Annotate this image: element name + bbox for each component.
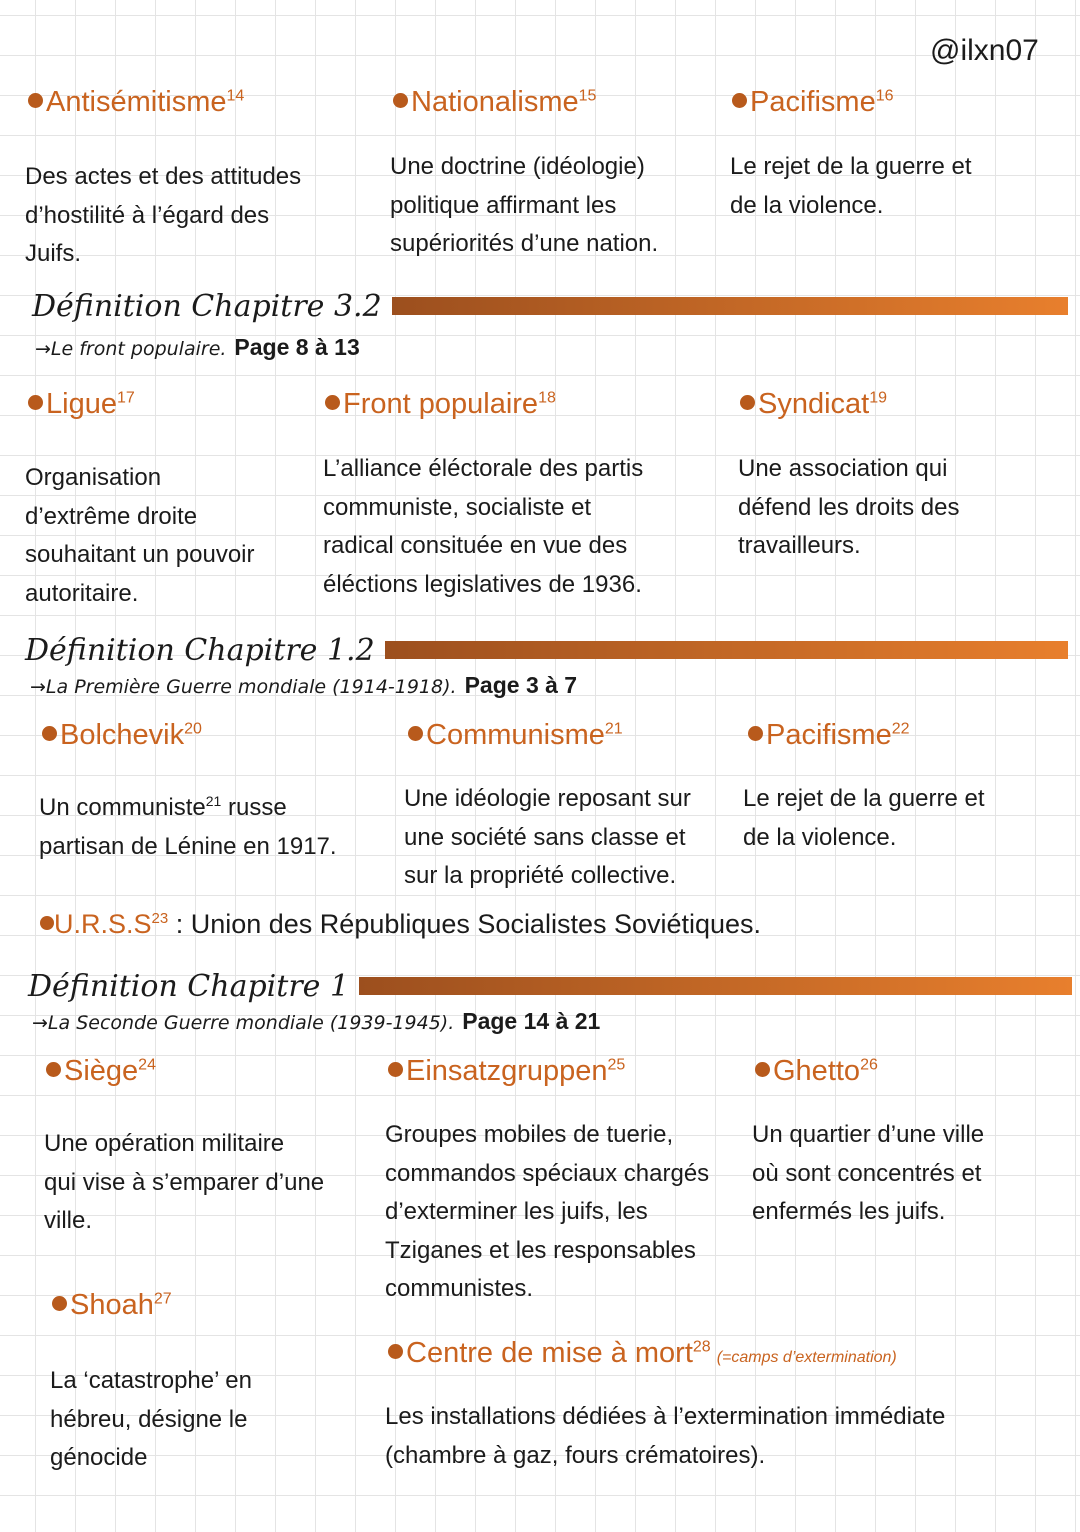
footnote-number: 16 [875, 87, 894, 105]
bullet-icon [755, 1062, 770, 1077]
chapter-header-row [32, 286, 1068, 326]
term-label: Einsatzgruppen [406, 1055, 608, 1087]
chapter-divider-bar [392, 297, 1068, 315]
bullet-icon [42, 726, 57, 741]
chapter-divider-bar [359, 977, 1072, 995]
chapter-subtitle [30, 672, 577, 699]
footnote-number: 20 [184, 720, 202, 738]
def-shoah: La ‘catastrophe’ en hébreu, désigne le génocide [50, 1367, 252, 1471]
term-label: Pacifisme [766, 719, 892, 751]
term-communisme [408, 719, 623, 752]
term-nationalisme [393, 86, 596, 119]
footnote-number: 25 [607, 1056, 626, 1074]
term-pacifisme [732, 86, 894, 119]
bullet-icon [748, 726, 763, 741]
chapter-header: Définition Chapitre 3.2 [32, 288, 382, 324]
chapter-header-row [25, 630, 1068, 670]
bullet-icon [732, 93, 747, 108]
term-note: (=camps d’extermination) [716, 1349, 897, 1366]
bullet-icon [40, 916, 54, 930]
term-label: Siège [64, 1055, 139, 1087]
footnote-number: 15 [578, 87, 597, 105]
footnote-number: 21 [205, 793, 222, 809]
bullet-icon [408, 726, 423, 741]
term-centre-de-mise-a-mort [388, 1337, 897, 1370]
footnote-number: 28 [692, 1338, 711, 1356]
def-communisme: Une idéologie reposant sur une société sans classe et sur la propriété collective. [404, 785, 691, 889]
chapter-subtitle [35, 334, 360, 361]
footnote-number: 26 [860, 1056, 878, 1074]
bullet-icon [325, 395, 340, 410]
term-label: Communisme [426, 719, 605, 751]
bullet-icon [740, 395, 755, 410]
def-centre-de-mise-a-mort: Les installations dédiées à l’extermination immédiate (chambre à gaz, fours crématoires). [385, 1403, 946, 1469]
term-label: Syndicat [758, 388, 870, 420]
def-siege: Une opération militaire qui vise à s’emparer d’une ville. [44, 1130, 325, 1234]
chapter-header-row [28, 966, 1072, 1006]
chapter-divider-bar [385, 641, 1068, 659]
term-pacifisme-2 [748, 719, 910, 752]
term-einsatzgruppen [388, 1055, 625, 1088]
def-ligue: Organisation d’extrême droite souhaitant un pouvoir autoritaire. [25, 464, 255, 607]
term-label: Pacifisme [750, 86, 876, 118]
def-text: Un communiste [39, 794, 206, 821]
bullet-icon [46, 1062, 61, 1077]
def-ghetto: Un quartier d’une ville où sont concentrés et enfermés les juifs. [752, 1121, 985, 1225]
chapter-pages: Page 14 à 21 [462, 1008, 601, 1034]
footnote-number: 27 [153, 1290, 172, 1308]
term-syndicat [740, 388, 887, 421]
term-urss [40, 909, 761, 940]
def-syndicat: Une association qui défend les droits des travailleurs. [738, 455, 960, 559]
term-label: Shoah [70, 1289, 154, 1321]
footnote-number: 17 [116, 389, 135, 407]
term-antisemitisme [28, 86, 244, 119]
bullet-icon [388, 1344, 403, 1359]
term-label: U.R.S.S [54, 909, 152, 939]
term-label: Bolchevik [60, 719, 185, 751]
footnote-number: 21 [604, 720, 623, 738]
footnote-number: 23 [151, 910, 169, 927]
def-nationalisme: Une doctrine (idéologie) politique affirmant les supériorités d’une nation. [390, 153, 659, 257]
chapter-topic: →La Première Guerre mondiale (1914-1918). [30, 676, 457, 698]
bullet-icon [388, 1062, 403, 1077]
def-bolchevik [39, 789, 337, 866]
author-handle: @ilxn07 [930, 34, 1039, 67]
bullet-icon [393, 93, 408, 108]
def-front-populaire: L’alliance éléctorale des partis communiste, socialiste et radical consituée en vue des éléctions legislatives de 1936. [323, 455, 644, 598]
term-label: Antisémitisme [46, 86, 227, 118]
def-urss: : Union des Républiques Socialistes Soviétiques. [168, 909, 762, 939]
term-label: Centre de mise à mort [406, 1337, 693, 1369]
bullet-icon [28, 93, 43, 108]
term-label: Front populaire [343, 388, 539, 420]
footnote-number: 22 [891, 720, 910, 738]
def-text: russe partisan de Lénine en 1917. [39, 794, 337, 860]
term-label: Nationalisme [411, 86, 579, 118]
footnote-number: 14 [226, 87, 245, 105]
term-label: Ghetto [773, 1055, 861, 1087]
bullet-icon [28, 395, 43, 410]
chapter-pages: Page 3 à 7 [464, 672, 578, 698]
term-shoah [52, 1289, 172, 1322]
term-label: Ligue [46, 388, 117, 420]
term-bolchevik [42, 719, 202, 752]
term-front-populaire [325, 388, 556, 421]
footnote-number: 24 [138, 1056, 156, 1074]
chapter-header: Définition Chapitre 1 [28, 968, 350, 1004]
bullet-icon [52, 1296, 67, 1311]
def-pacifisme-2: Le rejet de la guerre et de la violence. [743, 785, 985, 851]
term-ligue [28, 388, 135, 421]
chapter-topic: →Le front populaire. [35, 338, 227, 360]
chapter-subtitle [32, 1008, 600, 1035]
def-einsatzgruppen: Groupes mobiles de tuerie, commandos spéciaux chargés d’exterminer les juifs, les Tziganes et les responsables communistes. [385, 1121, 710, 1302]
chapter-topic: →La Seconde Guerre mondiale (1939-1945). [32, 1012, 455, 1034]
term-siege [46, 1055, 156, 1088]
term-ghetto [755, 1055, 878, 1088]
def-antisemitisme: Des actes et des attitudes d’hostilité à l’égard des Juifs. [25, 163, 302, 267]
footnote-number: 19 [869, 389, 888, 407]
def-pacifisme: Le rejet de la guerre et de la violence. [730, 153, 972, 219]
footnote-number: 18 [538, 389, 556, 407]
chapter-pages: Page 8 à 13 [234, 334, 360, 360]
chapter-header: Définition Chapitre 1.2 [25, 632, 375, 668]
